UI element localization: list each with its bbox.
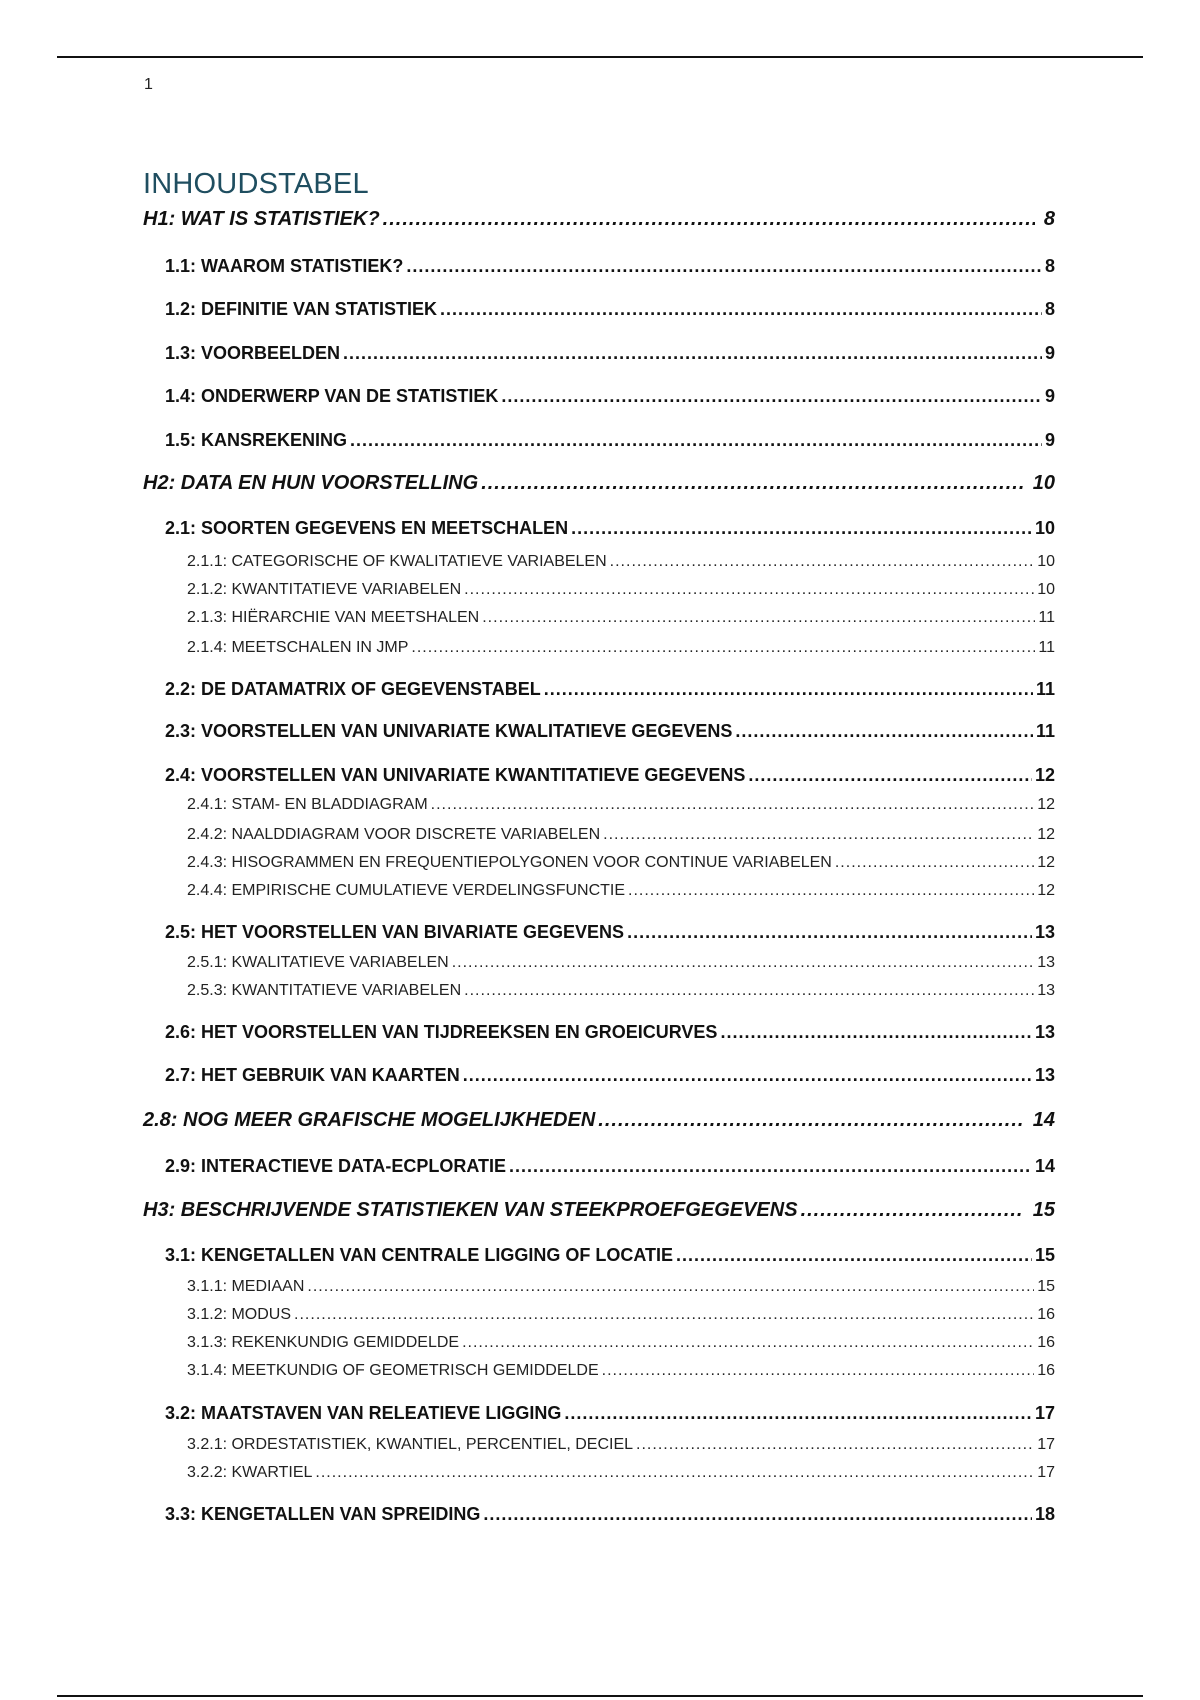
toc-entry-page: 8 (1043, 208, 1055, 230)
toc-leader-dots (481, 473, 1024, 493)
toc-leader-dots (462, 1335, 1034, 1351)
toc-entry-label: 1.1: WAAROM STATISTIEK? (165, 256, 404, 276)
toc-entry[interactable] (165, 344, 1055, 362)
toc-entry-label: 2.1.4: MEETSCHALEN IN JMP (187, 639, 409, 656)
toc-entry-label: 2.2: DE DATAMATRIX OF GEGEVENSTABEL (165, 679, 541, 699)
toc-entry-page: 17 (1034, 1403, 1055, 1423)
toc-leader-dots (452, 955, 1034, 971)
toc-entry-page: 13 (1037, 954, 1055, 971)
toc-entry[interactable] (143, 473, 1055, 493)
toc-entry-page: 13 (1034, 1022, 1055, 1042)
toc-entry-label: 2.5.1: KWALITATIEVE VARIABELEN (187, 954, 449, 971)
toc-entry-label: 2.5: HET VOORSTELLEN VAN BIVARIATE GEGEVENS (165, 922, 625, 942)
toc-entry[interactable] (143, 1110, 1055, 1130)
toc-entry-label: 3.2: MAATSTAVEN VAN RELEATIEVE LIGGING (165, 1403, 562, 1423)
toc-entry-label: 3.1.4: MEETKUNDIG OF GEOMETRISCH GEMIDDELDE (187, 1362, 599, 1379)
toc-entry-label: 3.1.2: MODUS (187, 1306, 292, 1323)
toc-entry-label: 2.1.2: KWANTITATIEVE VARIABELEN (187, 581, 462, 598)
toc-entry-label: 2.4.1: STAM- EN BLADDIAGRAM (187, 796, 428, 813)
toc-entry[interactable] (187, 797, 1055, 813)
toc-entry-page: 15 (1037, 1278, 1055, 1295)
toc-leader-dots (294, 1307, 1034, 1323)
toc-entry-page: 9 (1044, 386, 1055, 406)
toc-entry-page: 12 (1037, 796, 1055, 813)
toc-entry-label: 3.2.1: ORDESTATISTIEK, KWANTIEL, PERCENTIEL, DECIEL (187, 1436, 634, 1453)
toc-entry[interactable] (187, 855, 1055, 871)
toc-entry-label: 2.1: SOORTEN GEGEVENS EN MEETSCHALEN (165, 518, 569, 538)
toc-leader-dots (307, 1279, 1034, 1295)
toc-entry[interactable] (187, 1307, 1055, 1323)
toc-entry-label: 1.5: KANSREKENING (165, 430, 348, 450)
toc-leader-dots (383, 209, 1035, 229)
toc-entry-label: 2.4.3: HISOGRAMMEN EN FREQUENTIEPOLYGONEN VOOR CONTINUE VARIABELEN (187, 854, 832, 871)
toc-leader-dots (636, 1437, 1034, 1453)
toc-leader-dots (628, 883, 1034, 899)
toc-entry-label: H2: DATA EN HUN VOORSTELLING (143, 472, 479, 494)
toc-entry-page: 10 (1034, 518, 1055, 538)
toc-entry[interactable] (165, 300, 1055, 318)
page-number: 1 (144, 76, 153, 93)
toc-entry-page: 10 (1037, 581, 1055, 598)
toc-entry-label: 2.1.3: HIËRARCHIE VAN MEETSHALEN (187, 609, 480, 626)
toc-entry[interactable] (143, 1200, 1055, 1220)
toc-entry-page: 10 (1032, 472, 1055, 494)
toc-entry-label: 2.4: VOORSTELLEN VAN UNIVARIATE KWANTITATIEVE GEGEVENS (165, 765, 746, 785)
toc-entry-label: 2.3: VOORSTELLEN VAN UNIVARIATE KWALITATIEVE GEGEVENS (165, 721, 733, 741)
toc-leader-dots (801, 1200, 1024, 1220)
toc-entry-page: 9 (1044, 343, 1055, 363)
toc-entry[interactable] (165, 431, 1055, 449)
toc-entry-label: 3.1.3: REKENKUNDIG GEMIDDELDE (187, 1334, 460, 1351)
toc-entry-page: 12 (1037, 882, 1055, 899)
toc-leader-dots (431, 797, 1035, 813)
toc-entry[interactable] (187, 983, 1055, 999)
toc-entry[interactable] (187, 827, 1055, 843)
toc-entry-label: 1.4: ONDERWERP VAN DE STATISTIEK (165, 386, 499, 406)
toc-entry[interactable] (187, 955, 1055, 971)
toc-entry-label: 2.4.2: NAALDDIAGRAM VOOR DISCRETE VARIABELEN (187, 826, 601, 843)
toc-entry-page: 15 (1034, 1245, 1055, 1265)
toc-entry[interactable] (187, 1363, 1055, 1379)
toc-entry-page: 11 (1038, 609, 1055, 626)
toc-entry[interactable] (165, 1066, 1055, 1084)
toc-leader-dots (440, 300, 1042, 318)
toc-entry[interactable] (187, 640, 1055, 656)
header-rule (57, 56, 1143, 58)
toc-entry[interactable] (165, 1246, 1055, 1264)
toc-leader-dots (406, 257, 1042, 275)
toc-leader-dots (315, 1465, 1034, 1481)
toc-entry-page: 14 (1032, 1109, 1055, 1131)
toc-entry[interactable] (165, 923, 1055, 941)
toc-entry[interactable] (187, 883, 1055, 899)
toc-entry[interactable] (187, 610, 1055, 626)
toc-leader-dots (343, 344, 1042, 362)
toc-entry[interactable] (187, 1437, 1055, 1453)
footer-rule (57, 1695, 1143, 1697)
toc-leader-dots (544, 680, 1033, 698)
toc-entry-label: 2.1.1: CATEGORISCHE OF KWALITATIEVE VARIABELEN (187, 553, 607, 570)
toc-entry-page: 12 (1037, 826, 1055, 843)
toc-entry-page: 9 (1044, 430, 1055, 450)
toc-entry-label: 2.4.4: EMPIRISCHE CUMULATIEVE VERDELINGSFUNCTIE (187, 882, 626, 899)
toc-entry[interactable] (187, 1279, 1055, 1295)
toc-entry-label: 3.2.2: KWARTIEL (187, 1464, 313, 1481)
toc-entry-page: 12 (1037, 854, 1055, 871)
toc-entry[interactable] (187, 1465, 1055, 1481)
toc-entry-label: 3.3: KENGETALLEN VAN SPREIDING (165, 1504, 481, 1524)
toc-entry[interactable] (165, 257, 1055, 275)
toc-entry-page: 13 (1034, 1065, 1055, 1085)
toc-leader-dots (350, 431, 1042, 449)
toc-leader-dots (464, 983, 1034, 999)
toc-entry[interactable] (143, 209, 1055, 229)
toc-entry-label: 1.3: VOORBEELDEN (165, 343, 341, 363)
toc-entry-page: 16 (1037, 1362, 1055, 1379)
toc-entry-label: 2.6: HET VOORSTELLEN VAN TIJDREEKSEN EN GROEICURVES (165, 1022, 718, 1042)
toc-entry-page: 16 (1037, 1334, 1055, 1351)
toc-leader-dots (598, 1110, 1023, 1130)
toc-leader-dots (571, 519, 1032, 537)
toc-leader-dots (748, 766, 1032, 784)
toc-entry[interactable] (165, 1404, 1055, 1422)
toc-entry-page: 18 (1034, 1504, 1055, 1524)
toc-leader-dots (720, 1023, 1032, 1041)
toc-leader-dots (602, 1363, 1035, 1379)
toc-entry-page: 8 (1044, 299, 1055, 319)
toc-entry-label: 2.5.3: KWANTITATIEVE VARIABELEN (187, 982, 462, 999)
toc-entry-page: 15 (1032, 1199, 1055, 1221)
toc-leader-dots (483, 1505, 1032, 1523)
toc-entry-page: 17 (1037, 1464, 1055, 1481)
toc-leader-dots (463, 1066, 1032, 1084)
toc-entry-label: 3.1.1: MEDIAAN (187, 1278, 305, 1295)
toc-entry[interactable] (187, 582, 1055, 598)
toc-entry-page: 11 (1035, 721, 1055, 741)
toc-title: INHOUDSTABEL (143, 168, 369, 200)
toc-entry[interactable] (187, 1335, 1055, 1351)
toc-entry[interactable] (165, 519, 1055, 537)
toc-entry-page: 12 (1034, 765, 1055, 785)
toc-entry-page: 16 (1037, 1306, 1055, 1323)
toc-entry-label: H1: WAT IS STATISTIEK? (143, 208, 380, 230)
toc-entry-page: 17 (1037, 1436, 1055, 1453)
toc-leader-dots (482, 610, 1035, 626)
toc-entry-label: 2.9: INTERACTIEVE DATA-ECPLORATIE (165, 1156, 507, 1176)
toc-leader-dots (676, 1246, 1032, 1264)
toc-entry[interactable] (165, 766, 1055, 784)
toc-entry-label: H3: BESCHRIJVENDE STATISTIEKEN VAN STEEKPROEFGEGEVENS (143, 1199, 798, 1221)
toc-entry-page: 11 (1035, 679, 1055, 699)
toc-entry[interactable] (165, 1157, 1055, 1175)
toc-entry-label: 3.1: KENGETALLEN VAN CENTRALE LIGGING OF LOCATIE (165, 1245, 674, 1265)
toc-leader-dots (564, 1404, 1032, 1422)
toc-entry-label: 1.2: DEFINITIE VAN STATISTIEK (165, 299, 438, 319)
toc-entry[interactable] (165, 680, 1055, 698)
toc-entry[interactable] (165, 722, 1055, 740)
toc-leader-dots (627, 923, 1032, 941)
toc-leader-dots (501, 387, 1042, 405)
toc-leader-dots (411, 640, 1035, 656)
toc-entry-page: 10 (1037, 553, 1055, 570)
toc-entry-page: 8 (1044, 256, 1055, 276)
toc-entry-label: 2.8: NOG MEER GRAFISCHE MOGELIJKHEDEN (143, 1109, 596, 1131)
toc-entry-page: 13 (1037, 982, 1055, 999)
toc-entry-page: 11 (1038, 639, 1055, 656)
toc-entry-page: 14 (1034, 1156, 1055, 1176)
toc-entry-label: 2.7: HET GEBRUIK VAN KAARTEN (165, 1065, 460, 1085)
toc-leader-dots (603, 827, 1034, 843)
toc-leader-dots (735, 722, 1033, 740)
toc-entry-page: 13 (1034, 922, 1055, 942)
toc-entry[interactable] (187, 554, 1055, 570)
toc-entry[interactable] (165, 1023, 1055, 1041)
toc-entry[interactable] (165, 1505, 1055, 1523)
toc-entry[interactable] (165, 387, 1055, 405)
toc-leader-dots (509, 1157, 1032, 1175)
toc-leader-dots (464, 582, 1034, 598)
toc-leader-dots (610, 554, 1035, 570)
toc-leader-dots (835, 855, 1034, 871)
